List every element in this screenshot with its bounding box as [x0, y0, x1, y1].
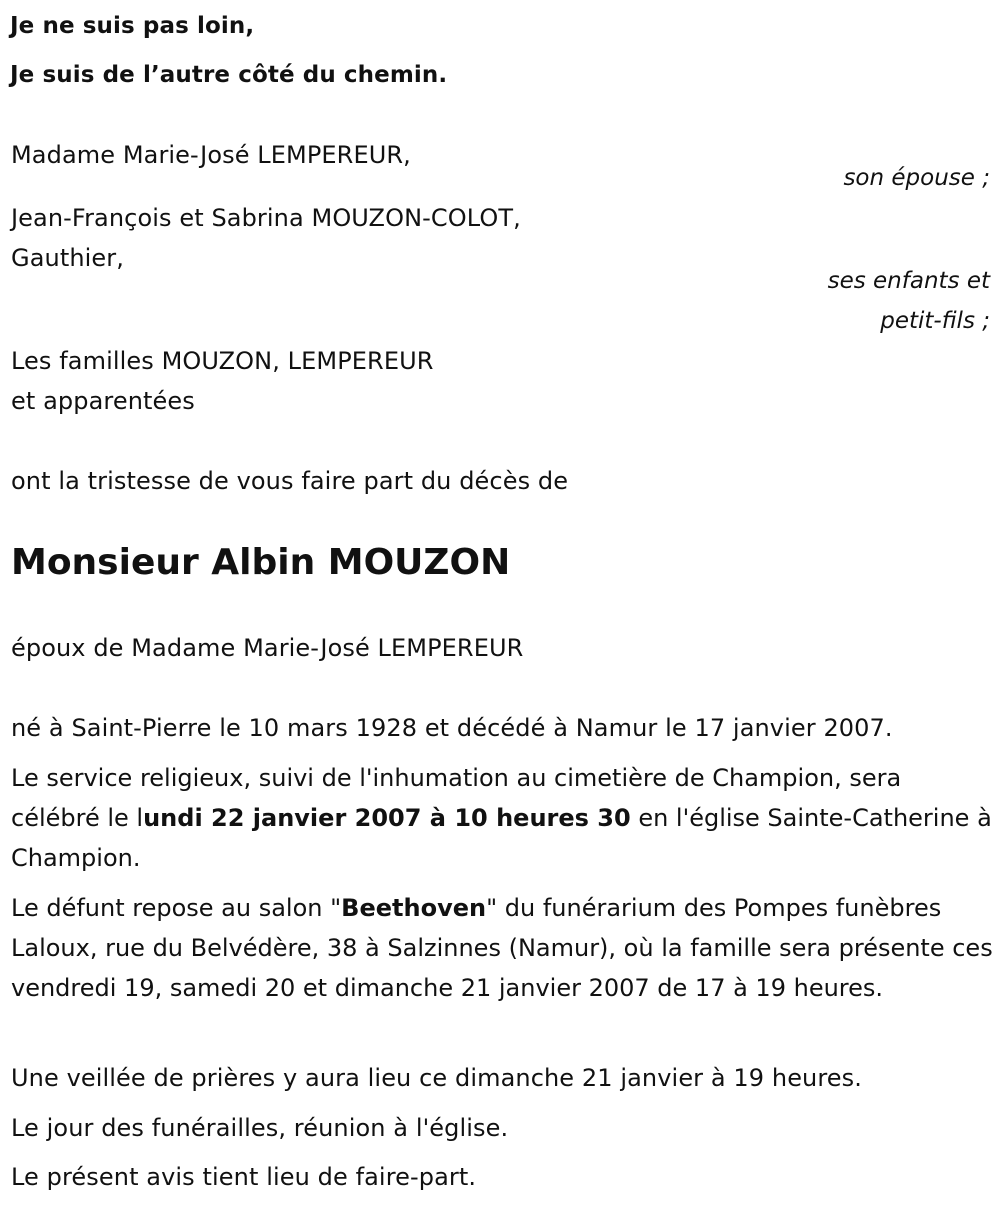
- spouse-name: Madame Marie-José LEMPEREUR,: [11, 141, 411, 169]
- birth-death: né à Saint-Pierre le 10 mars 1928 et décédé à Namur le 17 janvier 2007.: [11, 714, 893, 742]
- vigil: Une veillée de prières y aura lieu ce dimanche 21 janvier à 19 heures.: [11, 1064, 863, 1092]
- rests-paragraph: [11, 888, 996, 1008]
- families-line-1: Les familles MOUZON, LEMPEREUR: [11, 347, 434, 375]
- spouse-of: époux de Madame Marie-José LEMPEREUR: [11, 634, 524, 662]
- service-text-after: en l'église Sainte-Catherine à Champion.: [11, 804, 992, 872]
- notice: Le présent avis tient lieu de faire-part.: [11, 1163, 477, 1191]
- children-role-line-2: petit-fils ;: [880, 308, 990, 334]
- service-date-bold: undi 22 janvier 2007 à 10 heures 30: [143, 804, 631, 832]
- spouse-role: son épouse ;: [843, 165, 990, 191]
- poem-line-2: Je suis de l’autre côté du chemin.: [10, 62, 448, 88]
- children-role-line-1: ses enfants et: [827, 268, 990, 294]
- families-line-2: et apparentées: [11, 387, 195, 415]
- children-line-2: Gauthier,: [11, 244, 124, 272]
- rests-salon-bold: Beethoven: [341, 894, 487, 922]
- children-line-1: Jean-François et Sabrina MOUZON-COLOT,: [11, 204, 521, 232]
- poem-line-1: Je ne suis pas loin,: [10, 13, 255, 39]
- deceased-name: Monsieur Albin MOUZON: [11, 542, 511, 583]
- rests-text-before: Le défunt repose au salon ": [11, 894, 342, 922]
- rests-text-after: " du funérarium des Pompes funèbres Laloux, rue du Belvédère, 38 à Salzinnes (Namur), où la famille sera présente ces vendredi 19, samedi 20 et dimanche 21 janvier 2007 de 17 à 19 heures.: [11, 894, 993, 1002]
- announcement: ont la tristesse de vous faire part du décès de: [11, 467, 569, 495]
- meeting: Le jour des funérailles, réunion à l'église.: [11, 1114, 509, 1142]
- service-text-before: Le service religieux, suivi de l'inhumation au cimetière de Champion, sera célébré le l: [11, 764, 902, 832]
- service-paragraph: [11, 758, 996, 878]
